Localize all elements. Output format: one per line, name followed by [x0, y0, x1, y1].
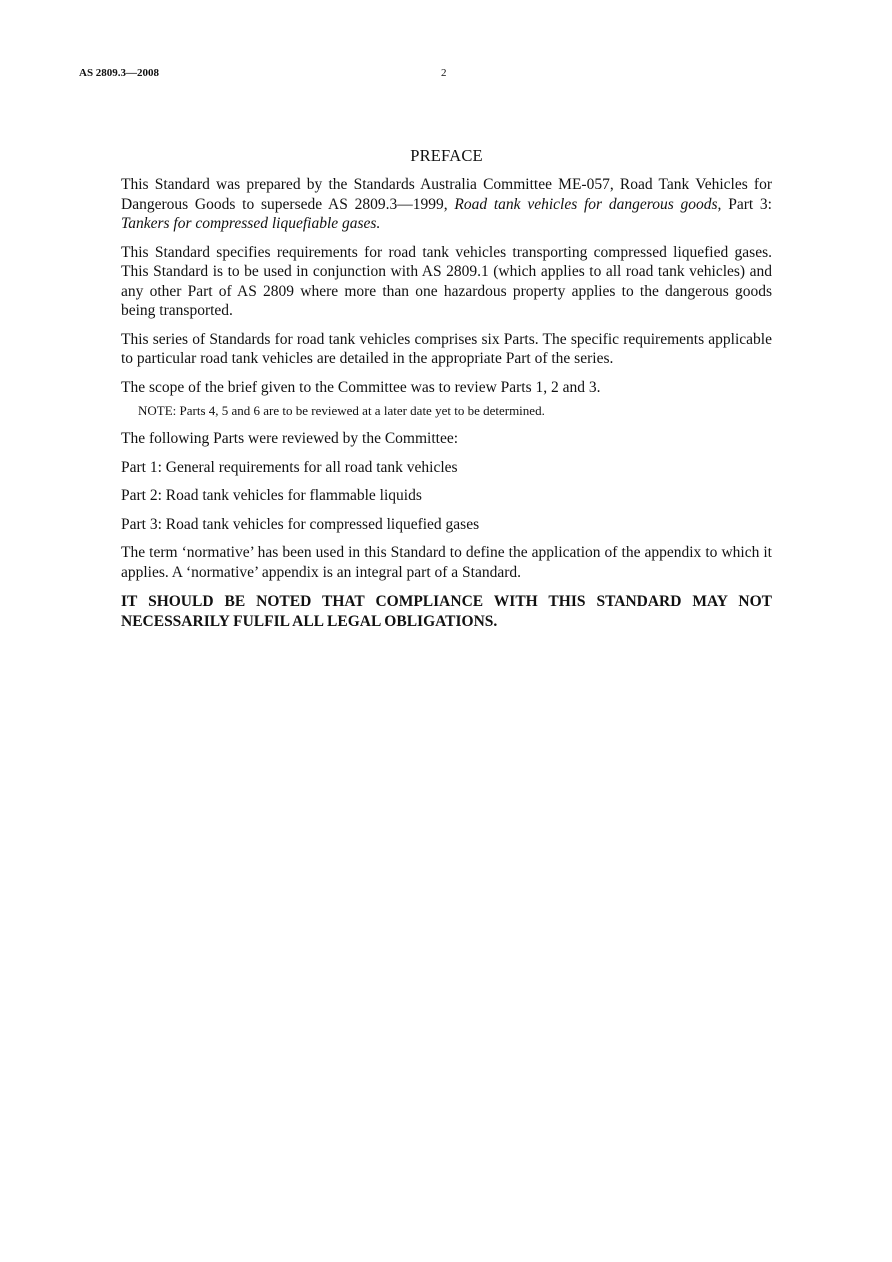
p1-title-italic: Road tank vehicles for dangerous goods, [454, 195, 722, 213]
page-number: 2 [441, 67, 447, 79]
document-id: AS 2809.3—2008 [79, 67, 160, 79]
preface-paragraph-3: This series of Standards for road tank vehicles comprises six Parts. The specific requirements applicable to particular road tank vehicles are detailed in the appropriate Part of the series. [121, 330, 772, 367]
p1-subtitle-italic: Tankers for compressed liquefiable gases. [121, 215, 381, 232]
preface-paragraph-6: The term ‘normative’ has been used in this Standard to define the application of the appendix to which it applies. A ‘normative’ appendix is an integral part of a Standard. [121, 544, 772, 581]
p1-text-c: Part 3: [721, 195, 772, 213]
preface-paragraph-4: The scope of the brief given to the Committee was to review Parts 1, 2 and 3. [121, 378, 601, 396]
preface-section [121, 146, 772, 641]
preface-paragraph-5: The following Parts were reviewed by the Committee: [121, 430, 459, 447]
list-item: Part 2: Road tank vehicles for flammable liquids [121, 487, 422, 504]
legal-warning: IT SHOULD BE NOTED THAT COMPLIANCE WITH THIS STANDARD MAY NOT NECESSARILY FULFIL ALL LEGAL OBLIGATIONS. [121, 593, 772, 630]
preface-paragraph-1 [121, 175, 772, 234]
p1-text-a: This Standard was prepared by the Standards Australia Committee ME-057, Road Tank Vehicles for Dangerous Goods to supersede AS 2809.3—1999, [121, 176, 772, 213]
list-item: Part 1: General requirements for all road tank vehicles [121, 458, 458, 476]
running-header [0, 67, 892, 83]
list-item: Part 3: Road tank vehicles for compressed liquefied gases [121, 515, 480, 533]
note: NOTE: Parts 4, 5 and 6 are to be reviewed at a later date yet to be determined. [138, 403, 545, 418]
section-title: PREFACE [410, 146, 483, 165]
preface-paragraph-2: This Standard specifies requirements for road tank vehicles transporting compressed liquefied gases. This Standard is to be used in conjunction with AS 2809.1 (which applies to all road tank vehicles) and any other Part of AS 2809 where more than one hazardous property applies to the dangerous goods being transported. [121, 243, 772, 319]
